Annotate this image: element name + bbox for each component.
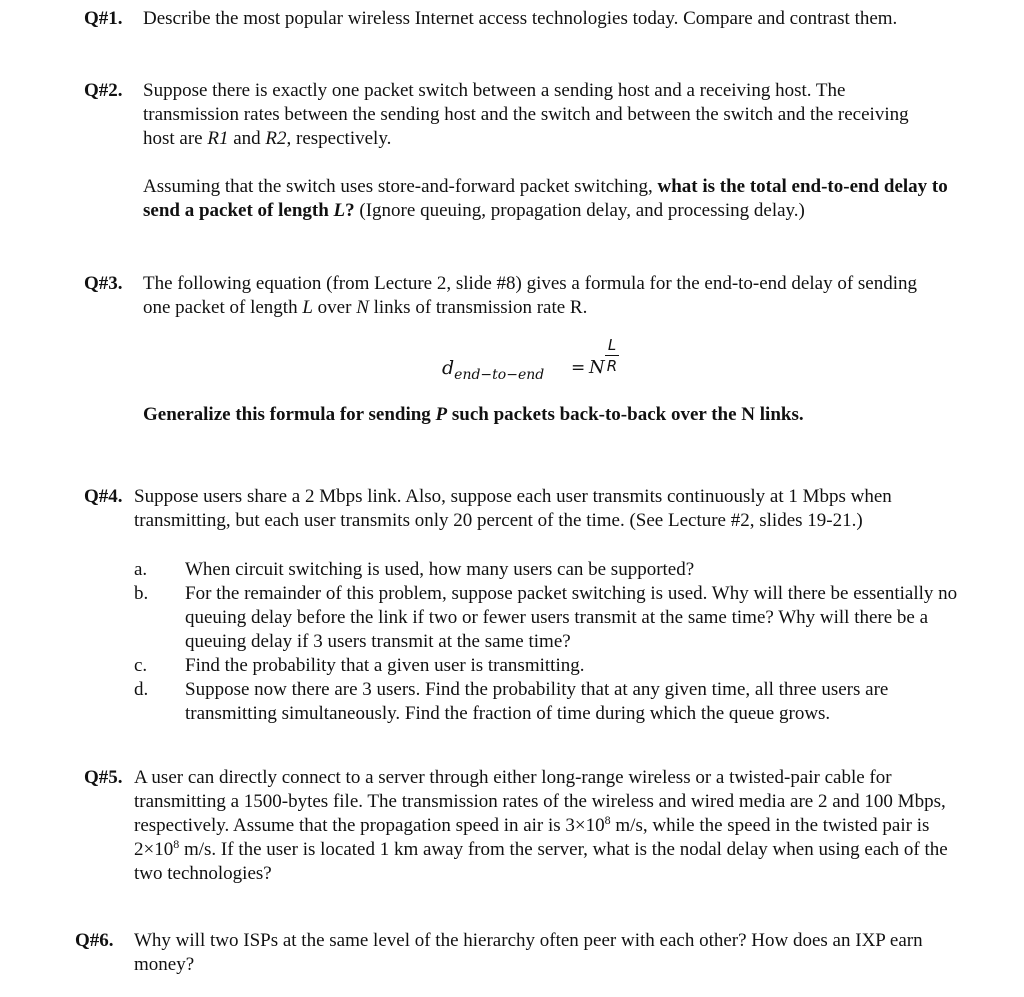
- q3-text-a: The following equation (from Lecture 2, slide #8) gives a formula for the end-to-end delay of sending one packet of length: [143, 273, 918, 318]
- equation-N: N: [589, 357, 605, 378]
- q3-generalize: [143, 403, 943, 427]
- q5-text: [134, 766, 979, 886]
- equation-d: d: [442, 357, 455, 379]
- q2-p2-lead: Assuming that the switch uses store-and-forward packet switching,: [143, 176, 658, 197]
- q4-number: Q#4.: [84, 486, 123, 507]
- q3-L: L: [302, 297, 313, 318]
- item-letter: b.: [134, 583, 149, 604]
- item-letter: c.: [134, 655, 148, 676]
- q2-p2-L: L: [333, 200, 346, 221]
- q2-p2-rest: (Ignore queuing, propagation delay, and processing delay.): [354, 200, 805, 221]
- q2-and: and: [228, 128, 266, 149]
- q3-gen-b: such packets back-to-back over the N links.: [447, 404, 804, 425]
- q3-equation: [442, 334, 642, 390]
- equation-fraction: [605, 336, 619, 375]
- fraction-denominator: R: [606, 357, 618, 375]
- q6-number: Q#6.: [75, 930, 114, 951]
- fraction-bar: [605, 355, 619, 356]
- item-text: When circuit switching is used, how many users can be supported?: [185, 559, 695, 580]
- q2-p2-question-mark: ?: [345, 200, 355, 221]
- fraction-numerator: L: [607, 336, 617, 354]
- equation-lhs: [442, 356, 544, 387]
- q3-number: Q#3.: [84, 273, 123, 294]
- q2-r2: R2: [265, 128, 287, 149]
- q2-text-main: Suppose there is exactly one packet switch between a sending host and a receiving host. The transmission rates between the sending host and the switch and between the switch and the receiving host are: [143, 80, 909, 149]
- q5-exponent-2: 8: [173, 837, 180, 851]
- q5-text-c: m/s. If the user is located 1 km away from the server, what is the nodal delay when using each of the two technologies?: [134, 839, 948, 884]
- q3-gen-a: Generalize this formula for sending: [143, 404, 436, 425]
- q2-number: Q#2.: [84, 80, 123, 101]
- q1-text: Describe the most popular wireless Internet access technologies today. Compare and contrast them.: [143, 8, 898, 29]
- q5-number: Q#5.: [84, 767, 123, 788]
- q2-p2-bold: what is the total end-to-end delay to send a packet of length: [143, 176, 948, 221]
- q4-text: Suppose users share a 2 Mbps link. Also, suppose each user transmits continuously at 1 Mbps when transmitting, but each user transmits only 20 percent of the time. (See Lecture #2, slides 19-21.): [134, 486, 892, 531]
- q1-number: Q#1.: [84, 8, 123, 29]
- q5-text-a: A user can directly connect to a server through either long-range wireless or a twisted-pair cable for transmitting a 1500-bytes file. The transmission rates of the wireless and wired media are 2 and 100 Mbps, respectively. Assume that the propagation speed in air is 3×10: [134, 767, 946, 836]
- equation-equals: =: [571, 358, 586, 378]
- item-text: For the remainder of this problem, suppose packet switching is used. Why will there be essentially no queuing delay before the link if two or fewer users transmit at the same time? Why will there be a queuing delay if 3 users transmit at the same time?: [185, 583, 958, 652]
- q3-text: [143, 272, 943, 320]
- q2-r1: R1: [207, 128, 229, 149]
- q5-exponent-1: 8: [604, 813, 611, 827]
- q3-text-c: links of transmission rate R.: [368, 297, 588, 318]
- q3-text-b: over: [312, 297, 357, 318]
- q5-text-b: m/s, while the speed in the twisted pair is 2×10: [134, 815, 930, 860]
- q3-gen-P: P: [435, 404, 448, 425]
- q2-paragraph-2: [143, 175, 973, 223]
- q6-text: Why will two ISPs at the same level of the hierarchy often peer with each other? How does an IXP earn money?: [134, 930, 923, 975]
- q2-end: , respectively.: [286, 128, 392, 149]
- equation-subscript: end−to−end: [454, 367, 545, 383]
- q3-N: N: [356, 297, 369, 318]
- item-text: Suppose now there are 3 users. Find the probability that at any given time, all three users are transmitting simultaneously. Find the fraction of time during which the queue grows.: [185, 679, 889, 724]
- item-letter: a.: [134, 559, 148, 580]
- q2-text: [143, 79, 933, 151]
- item-letter: d.: [134, 679, 149, 700]
- item-text: Find the probability that a given user is transmitting.: [185, 655, 585, 676]
